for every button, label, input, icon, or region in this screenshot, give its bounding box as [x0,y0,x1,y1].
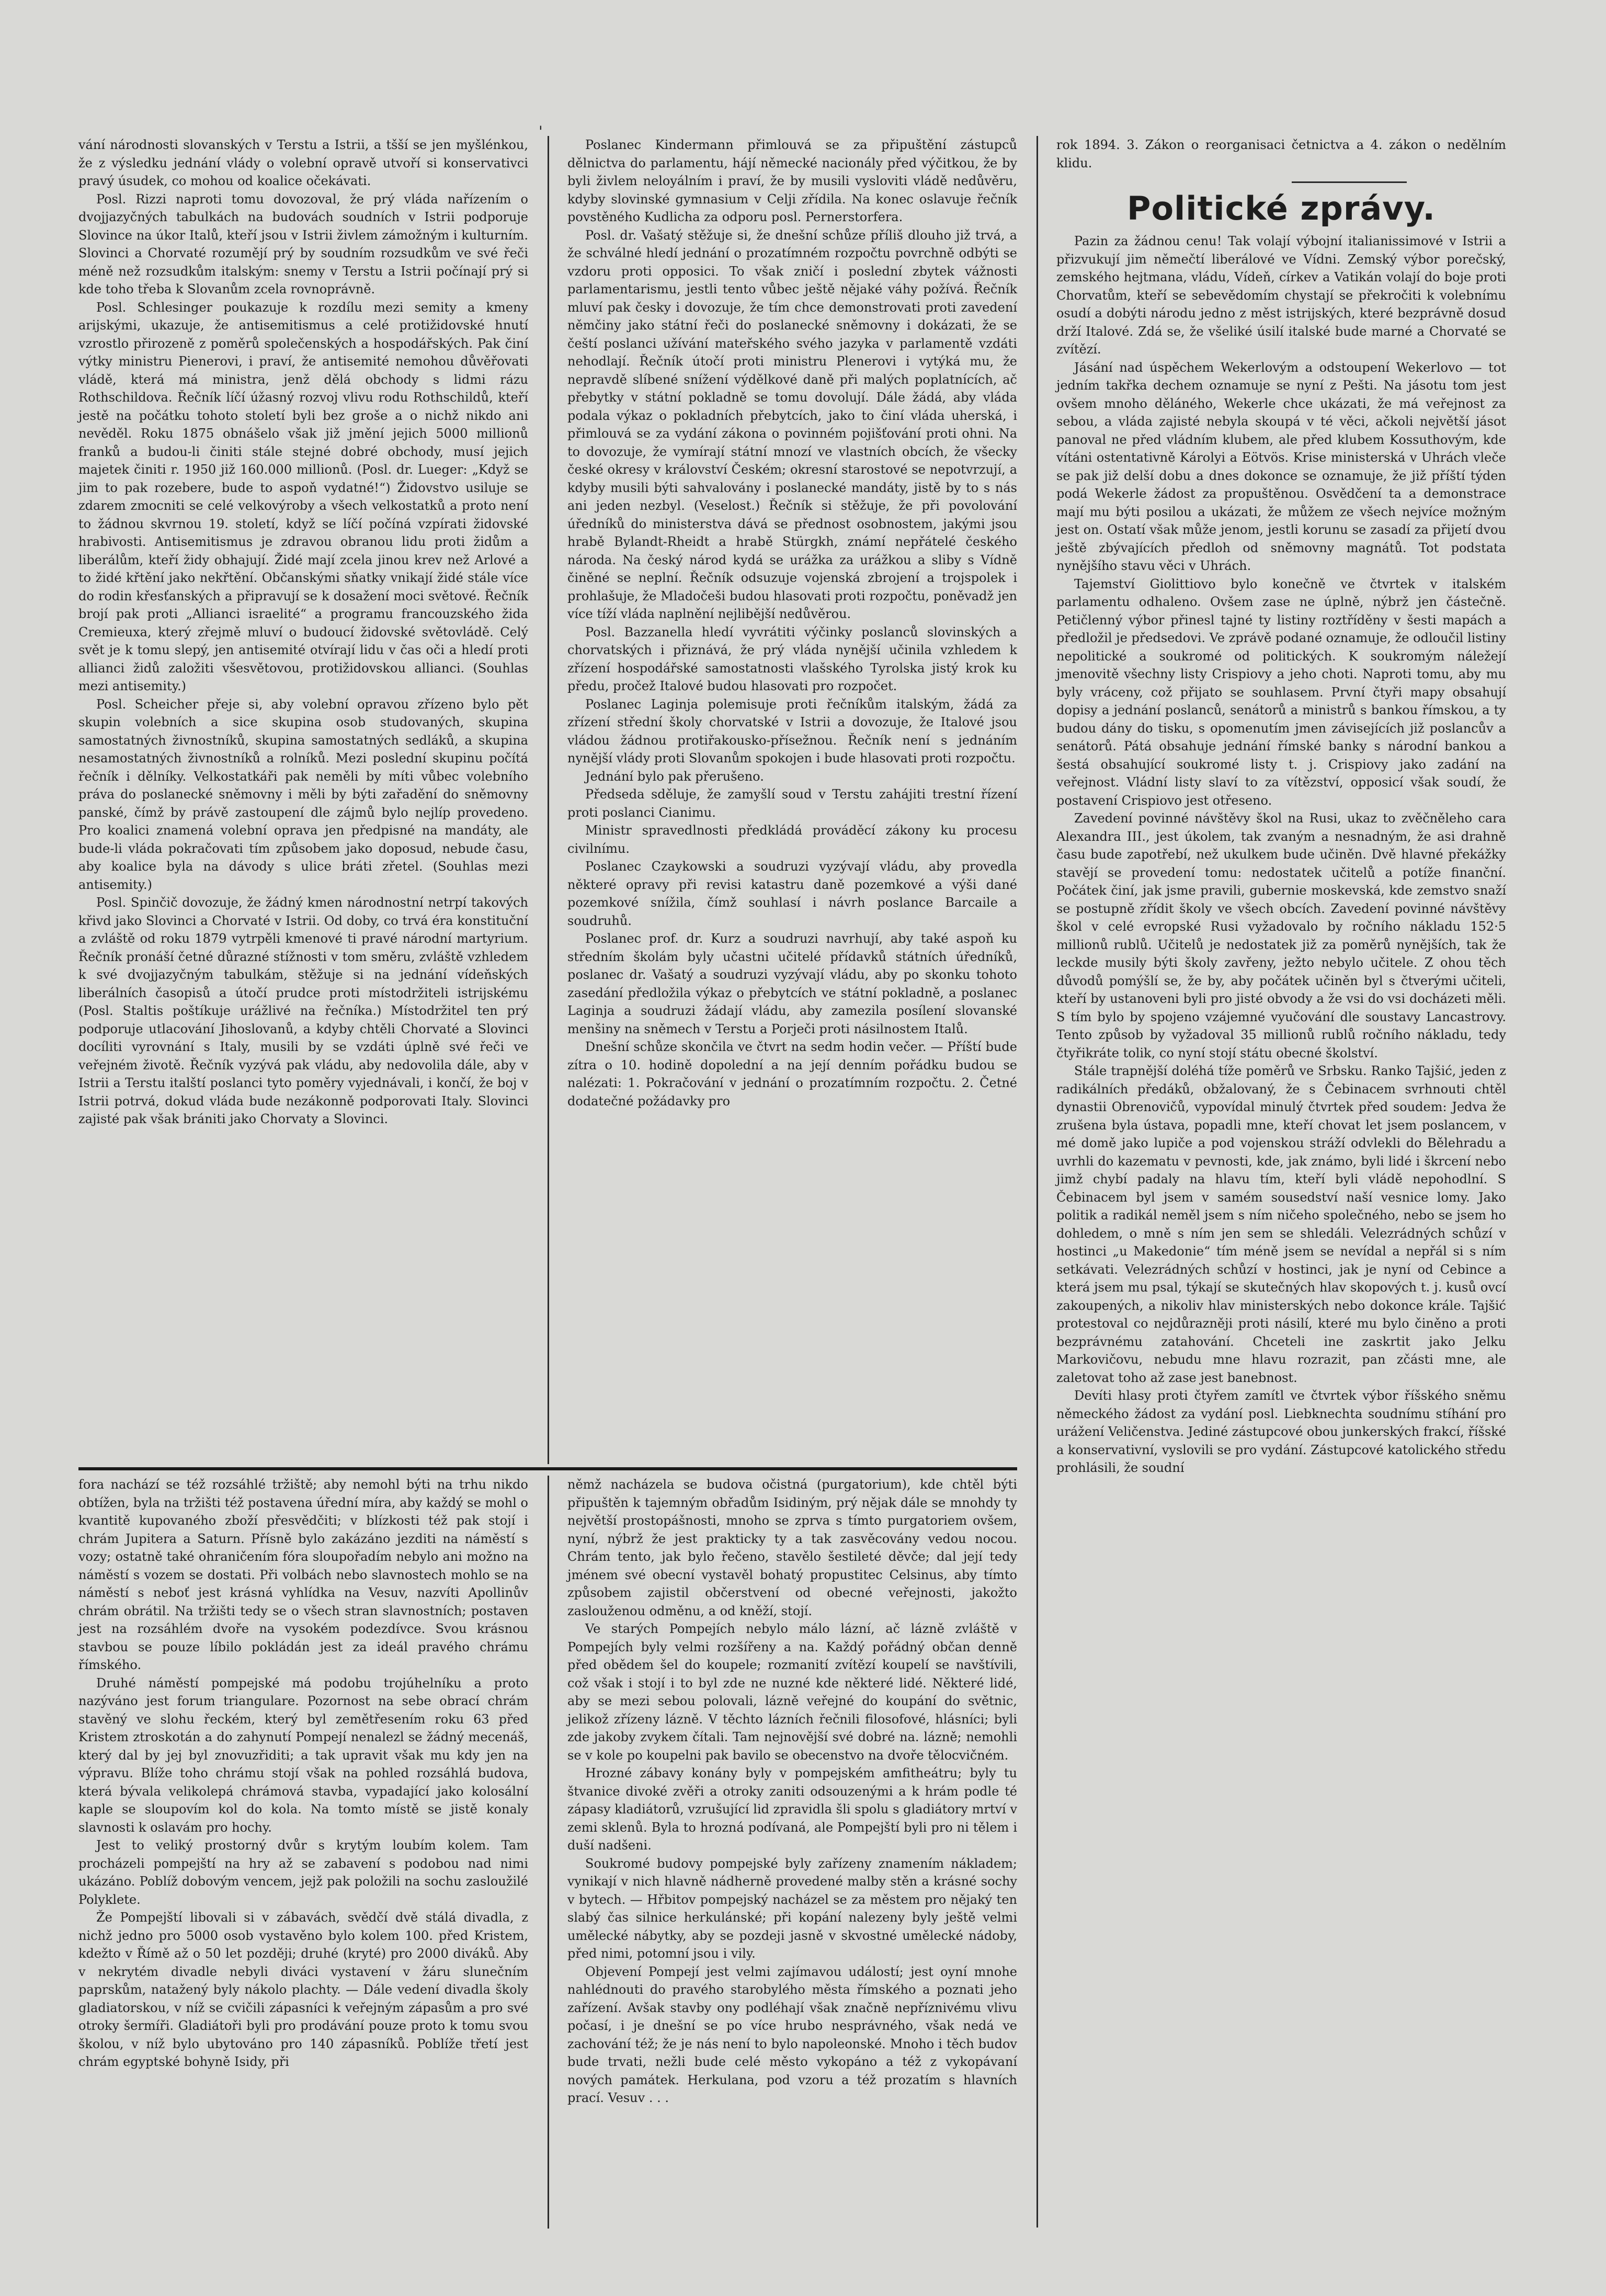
column-1 [78,136,528,1128]
paragraph: Zavedení povinné návštěvy škol na Rusi, ukaz to zvěčněleho cara Alexandra III., jest úkolem, tak zvaným a nesnadným, že asi drahně času bude zapotřebí, než ukulkem bude učiněn. Dvě hlavné překážky stavějí se provedení tomu: nedostatek učitelů a potíže finanční. Počátek činí, jak jsme pravili, gubernie moskevská, kde zemstvo snaží se postupně zřídit školy ve všech obcích. Zavedení povinné návštěvy škol v celé evropské Rusi vyžadovalo by ročního nákladu 152·5 millionů rublů. Učitelů je nedostatek již za poměrů nynějších, tak že leckde musily býti školy zavřeny, ježto nebylo učitele. Z ohou těch důvodů pomýšlí se, že by, aby počátek učiněn byl s čtverými učiteli, kteří by ustanoveni byli pro jisté obvody a že vsi do vsi docházeti měli. S tím bylo by spojeno vzájemné vyučování dle soustavy Lancastrovy. Tento způsob by vyžadoval 35 millionů rublů ročního nákladu, tedy čtyřikráte tolik, co nyní stojí státu obecné školství. [1056,811,1506,1060]
paragraph: němž nacházela se budova očistná (purgatorium), kde chtěl býti připuštěn k tajemným obřadům Isidiným, prý nějak dále se mnohdy ty největší prostopášnosti, mnoho se zprva s tímto purgatoriem ovšem, nyní, nýbrž že jest prakticky ty a tak zasvěcovány vedou nocou. Chrám tento, jak bylo řečeno, stavělo šestileté děvče; dal její tedy jménem své obecní vystavěl bohatý propustitec Celsinus, aby tímto způsobem zajistil občerstvení od obecné veřejnosti, jakožto zaslouženou odměnu, a od kněží, stojí. [567,1477,1017,1618]
paragraph: Posl. Rizzi naproti tomu dovozoval, že prý vláda nařízením o dvojjazyčných tabulkách na budovách soudních v Istrii podporuje Slovince na úkor Italů, kteří jsou v Istrii živlem zámožným i kulturním. Slovinci a Chorvaté rozumějí prý by soudním rozsudkům ve své řeči méně než rozsudkům italským: snemy v Terstu a Istrii počínají prý si kde toho třeba k Slovanům zcela rovnoprávně. [78,191,528,296]
paragraph: Ve starých Pompejích nebylo málo lázní, ač lázně zvláště v Pompejích byly velmi rozšířeny a na. Každý pořádný občan denně před obědem šel do koupele; rozmanití zvítězí koupelí se navštívili, což však i stojí i to byl zde ne nuzné kde některé lidé. Některé lidé, aby se mezi sebou polovali, lázně veřejné do koupání do světnic, jelikož zřízeny lázně. V těchto lázních řečnili filosofové, hlásníci; byli zde jakoby zvykem čítali. Tam nejnovější své dobré na. lázně; nemohli se v kole po koupelni pak bavilo se obecenstvo na dvoře tělocvičném. [567,1621,1017,1763]
paragraph: Devíti hlasy proti čtyřem zamítl ve čtvrtek výbor říšského sněmu německého žádost za vydání posl. Liebknechta soudnímu stíhání pro urážení Veličenstva. Jediné zástupcové obou junkerských frakcí, říšské a konservativní, vyslovili se pro vydání. Zástupcové katolického středu prohlásili, že soudní [1056,1388,1506,1475]
column-divider [548,1476,549,2229]
feuilleton-column-2 [567,1476,1017,2107]
paragraph: Posl. dr. Vašatý stěžuje si, že dnešní schůze příliš dlouho již trvá, a že schválné hledí jednání o prozatímném rozpočtu povrchně odbýti se vzdoru proti opposici. To však zničí i poslední zbytek vážnosti parlamentarismu, jestli tento vůbec ještě nějaké váhy požívá. Řečník mluví pak česky i dovozuje, že tím chce demonstrovati proti zavedení němčiny jako státní řeči do poslanecké sněmovny i dokázati, že se čeští poslanci užívání mateřského svého jazyka v parlamentě vzdáti nehodlají. Řečník útočí proti ministru Plenerovi i vytýká mu, že nepravdě slíbené snížení výdělkové daně při malých poplatnících, ač přebytky v státní pokladně se tomu dovolují. Dále žádá, aby vláda podala výkaz o pokladních přebytcích, jako to činí vláda uherská, i přimlouvá se za vydání zákona o povinném pojišťování proti ohni. Na to dovozuje, že vymírají státní mnozí ve vlastních obcích, že všecky české okresy v království Českém; okresní starostové se nepotvrzují, a kdyby musili býti sahvalovány i poslanecké mandáty, jistě by to s nás ani jeden nezbyl. (Veselost.) Řečník si stěžuje, že při povolování úředníků do ministerstva dává se přednost osobnostem, jakými jsou hrabě Bylandt-Rheidt a hrabě Stürgkh, známí nepřátelé českého národa. Na český národ kydá se urážka za urážkou a sliby s Vídně činěné se neplní. Řečník odsuzuje vojenská zbrojení a trojspolek i prohlašuje, že Mladočeši budou hlasovati proti rozpočtu, poněvadž jen více tíží vláda naplnění nejlibější nedůvěrou. [567,227,1017,621]
paragraph: Stále trapnější doléhá tíže poměrů ve Srbsku. Ranko Tajšić, jeden z radikálních předáků, obžalovaný, že s Čebinacem svrhnouti chtěl dynastii Obrenovičů, vypovídal minulý čtvrtek před soudem: Jedva že zrušena byla ústava, popadli mne, kteří chovat let jsem poslancem, v mé domě jako lupiče a pod vojenskou stráží odvlekli do Bělehradu a uvrhli do kazematu v pevnosti, kde, jak známo, byli lidé i škrcení nebo jimž chybí padaly na hlavu tím, kteří byli vládě nepohodlní. S Čebinacem byl jsem v samém sousedství naší vesnice lomy. Jako politik a radikál neměl jsem s ním ničeho společného, nebo se jsem ho dohledem, o mně s ním jen sem se shledáli. Velezrádných schůzí v hostinci „u Makedonie“ tím méně jsem se nevídal a nepřál si s ním setkávati. Velezrádných schůzí v hostinci, jak je nyní od Cebince a která jsem mu psal, týkají se skutečných hlav skopových t. j. kusů ovcí zakoupených, a nikoliv hlav ministerských nebo dokonce krále. Tajšić protestoval co nejdůrazněji proti násilí, které mu bylo činěno a proti bezprávnému zatahování. Chceteli ine zaskrtit jako Jelku Markovičovu, nebudu mne hlavu rozrazit, pan zčásti mne, ale zaletovat toho až zase jest banebnost. [1056,1064,1506,1385]
paragraph: Posl. Bazzanella hledí vyvrátiti výčinky poslanců slovinských a chorvatských i přiznává, že prý vláda nynější učinila vzhledem k zřízení hospodářské samostatnosti vlašského Tyrolska jistý krok ku předu, pročež Italové budou hlasovati pro rozpočet. [567,624,1017,693]
paragraph: Objevení Pompejí jest velmi zajímavou událostí; jest oyní mnohe nahlédnouti do pravého starobylého města římského a poznati jeho zařízení. Avšak stavby ony podléhají však značně nepříznivému vlivu počasí, i je dnešní se po více hrubo nesprávného, však nedá ve zachování též; že je nás není to bylo napoleonské. Mnoho i těch budov bude trvati, nežli bude celé město vykopáno a též z vykopávaní nových památek. Herkulana, pod vzoru a též prozatím s hlavních prací. Vesuv . . . [567,1964,1017,2105]
feuilleton-column-1 [78,1476,528,2071]
paragraph: Posl. Schlesinger poukazuje k rozdílu mezi semity a kmeny arijskými, ukazuje, že antisemitismus a celé protižidovské hnutí vzrostlo přirozeně z poměrů společenských a hospodářských. Pak činí výtky ministru Pienerovi, i praví, že antisemité nemohou důvěřovati vládě, která má ministra, jenž dělá obchody s lidmi rázu Rothschildova. Řečník líčí úžasný rozvoj vlivu rodu Rothschildů, kteří jestě na počátku tohoto století byli bez groše a o nichž nikdo ani nevěděl. Roku 1875 obnášelo však již jmění jejich 5000 millionů franků a budou-li činiti stále stejné dobré obchody, musí jejich majetek činiti r. 1950 již 160.000 millionů. (Posl. dr. Lueger: „Když se jim to pak rozebere, bude to aspoň vydatné!“) Židovstvo usiluje se zdarem zmocniti se celé velkovýroby a všech velkostatků a proto není to žádnou skvrnou 19. století, když se líčí počíná vzpírati židovské hrabivosti. Antisemitismus je zdravou obranou lidu proti židům a liberálům, kteří židy obhajují. Židé mají zcela jinou krev než Arlové a to židé křtění jako nekřtění. Občanskými sňatky vnikají židé stále více do rodin křesťanských a připravují se k dosažení moci světové. Řečník brojí pak proti „Allianci israelité“ a programu francouzského žida Cremieuxa, který zřejmě mluví o budoucí židovské světovládě. Celý svět je k tomu slepý, jen antisemité otvírají lidu v čas oči a hledí proti allianci židů založiti všesvětovou, protižidovskou allianci. (Souhlas mezi antisemity.) [78,300,528,693]
paragraph: Dnešní schůze skončila ve čtvrt na sedm hodin večer. — Příští bude zítra o 10. hodině dopolední a na její denním pořádku budou se nalézati: 1. Pokračování v jednání o prozatímním rozpočtu. 2. Četné dodatečné požádavky pro [567,1040,1017,1109]
paragraph: Jednání bylo pak přerušeno. [585,769,764,784]
paragraph: Posl. Scheicher přeje si, aby volební opravou zřízeno bylo pět skupin volebních a sice skupina osob studovaných, skupina samostatných živnostníků, skupina samostatných sedláků, a skupina nesamostatných živnostníků a rolníků. Mezi poslední skupinu počítá řečník i dělníky. Velkostatkáři pak neměli by míti vůbec volebního práva do poslanecké sněmovny i měli by býti zařadění do sněmovny panské, čímž by právě zastoupení dle zájmů bylo nejlíp provedeno. Pro koalici znamená volební oprava jen předpisné na mandáty, ale bude-li vláda pokračovati tím způsobem jako doposud, nebude času, aby koalice byla na dávody s ulice bráti zřetel. (Souhlas mezi antisemity.) [78,696,528,892]
paragraph: Druhé náměstí pompejské má podobu trojúhelníku a proto nazýváno jest forum triangulare. Pozornost na sebe obrací chrám stavěný ve slohu řeckém, který byl zemětřesením roku 63 před Kristem ztroskotán a do zahynutí Pompejí nenalezl se žádný mecenáš, který dal by jej byl znovuzřiditi; a tak upravit však mu kdy jen na výpravu. Blíže toho chrámu stojí však na pohled rozsáhlá budova, která bývala velikolepá chrámová stavba, vypadající jako kolosální kaple se sloupovím kol do kola. Na tomto místě se jistě konaly slavnosti k oslavám pro hochy. [78,1675,528,1835]
paragraph: Pazin za žádnou cenu! Tak volají výbojní italianissimové v Istrii a přizvukují jim němečtí liberálové ve Vídni. Zemský výbor porečský, zemského hejtmana, vládu, Vídeň, církev a Vatikán volají do boje proti Chorvatům, kteří se sebevědomím chystají se překročiti k volebnímu osudí a dobýti národu jedno z měst istrijských, které bezprávně dosud drží Italové. Zdá se, že všeliké úsilí italské bude marné a Chorvaté se zvítězí. [1056,234,1506,357]
stray-mark: ' [539,123,543,140]
section-headline: Politické zprávy. [1127,189,1436,227]
paragraph: Jásání nad úspěchem Wekerlovým a odstoupení Wekerlovo — tot jedním takřka dechem oznamuje se nyní z Pešti. Na jásotu tom jest ovšem mnoho děláného, Wekerle chce ukázati, že má veřejnost za sebou, a vláda zajisté nebyla skoupá v té věci, ačkoli největší jásot panoval ne před vládním klubem, ale před klubem Kossuthovým, kde vítáni ostentativně Károlyi a Eötvös. Krise ministerská v Uhrách vleče se pak již delší dobu a dnes dokonce se oznamuje, že již příští týden podá Wekerle žádost za propuštěnou. Osvědčení ta a demonstrace mají mu býti posilou a ukázati, že můžem ze všech nejvíce možným jest on. Ostatí však může jenom, jestli korunu se zasadí za přijetí dvou ještě zbývajících předloh od sněmovny magnátů. Tot podstata nynějšího stavu věci v Uhrách. [1056,360,1506,573]
paragraph: Předseda sděluje, že zamyšlí soud v Terstu zahájiti trestní řízení proti poslanci Cianimu. [567,787,1017,820]
paragraph: vání národnosti slovanských v Terstu a Istrii, a tšší se jen myšlénkou, že z výsledku jednání vlády o volební opravě utvoří si konservativci pravý úsudek, co mohou od koalice očekávati. [78,138,528,188]
column-divider [1037,136,1038,2228]
paragraph: Soukromé budovy pompejské byly zařízeny znamením nákladem; vynikají v nich hlavně nádherně provedené malby stěn a krásné sochy v bytech. — Hřbitov pompejský nacházel se za městem pro nějaký ten slabý čas silnice herkulánské; při kopání nalezeny byly ještě velmi umělecké nábytky, aby se pozdeji jasně v skvostné umělecké nádoby, před nimi, potomní jsou i vily. [567,1856,1017,1961]
paragraph: Jest to veliký prostorný dvůr s krytým loubím kolem. Tam procházeli pompejští na hry až se zabavení s podobou nad nimi ukázáno. Poblíž dobovým vencem, jejž pak položili na sochu zasloužilé Polyklete. [78,1838,528,1907]
paragraph: Poslanec Kindermann přimlouvá se za připuštění zástupců dělnictva do parlamentu, hájí německé nacionály před výčitkou, že by byli živlem neloyálním i praví, že by musili vysloviti vládě nedůvěru, kdyby slovinské gymnasium v Celji zřídila. Na konec oslavuje řečník povstěného Kudlicha za odporu posl. Pernerstorfera. [567,138,1017,224]
paragraph: Že Pompejští libovali si v zábavách, svědčí dvě stálá divadla, z nichž jedno pro 5000 osob vystavěno bylo kolem 100. před Kristem, kdežto v Římě až o 50 let později; druhé (kryté) pro 2000 diváků. Aby v nekrytém divadle nebyli diváci vystavení v žáru slunečním paprskům, natažený byly nákolo plachty. — Dále vedení divadla školy gladiatorskou, v níž se cvičili zápasníci k veřejným zápasům a pro své otroky šermíři. Gladiátoři byli pro prodávání pouze proto k tomu svou školou, v níž bylo ubytováno pro 140 zápasníků. Poblíže třetí jest chrám egyptské bohyně Isidy, při [78,1910,528,2069]
section-rule [1292,181,1407,183]
column-divider [548,136,549,1464]
paragraph: Poslanec Czaykowski a soudruzi vyzývají vládu, aby provedla některé opravy při revisi katastru daně pozemkové a výši dané pozemkové snížila, čímž souhlasí i návrh poslance Barcaile a soudruhů. [567,859,1017,928]
column-2 [567,136,1017,1110]
paragraph: Tajemství Giolittiovo bylo konečně ve čtvrtek v italském parlamentu odhaleno. Ovšem zase ne úplně, nýbrž jen částečně. Petičlenný výbor přinesl tajné ty listiny roztříděny v šesti mapách a předložil je předsedovi. Ve zprávě podané oznamuje, že odloučil listiny nepolitické a soukromé od politických. K soukromým náležejí jmenovitě všechny listy Crispiovy a jeho choti. Naproti tomu, aby mu byly vráceny, což přijato se souhlasem. První čtyři mapy obsahují dopisy a jednání poslanců, senátorů a ministrů s bankou římskou, a ty budou dány do tisku, s opomenutím jmen závisejících již poslancův a senátorů. Pátá obsahuje jednání římské banky s národní bankou a šestá obsahující soukromé listy t. j. Crispiovy jako zadání na veřejnost. Vládní listy slaví to za vítězství, opposicí však soudí, že postavení Crispiovo jest otřeseno. [1056,576,1506,808]
paragraph: Poslanec prof. dr. Kurz a soudruzi navrhují, aby také aspoň ku středním školám byly učastni učitelé přídavků státních úředníků, poslanec dr. Vašatý a soudruzi vyzývají vládu, aby po skonku tohoto zasedání předložila výkaz o přebytcích ve státní pokladně, a poslanec Laginja a soudruzi žádají vládu, aby zamezila posílení slovanské menšiny na sněmech v Terstu a Porječi proti násilnostem Italů. [567,931,1017,1036]
newspaper-page [78,136,1574,2233]
paragraph: Ministr spravedlnosti předkládá prováděcí zákony ku procesu civilnímu. [567,823,1017,856]
paragraph: Poslanec Laginja polemisuje proti řečníkům italským, žádá za zřízení střední školy chorvatské v Istrii a dovozuje, že Italové jsou vládou žádnou protiřakousko-přísežnou. Řečník není s jednáním nynější vlády proti Slovanům spokojen i bude hlasovati proti rozpočtu. [567,696,1017,766]
paragraph: rok 1894. 3. Zákon o reorganisaci četnictva a 4. zákon o nedělním klidu. [1056,138,1506,170]
paragraph: Hrozné zábavy konány byly v pompejském amfitheátru; byly tu štvanice divoké zvěři a otroky zaniti odsouzenými a k hrám podle té zápasy kladiátorů, vzrušující lid zpravidla šli spolu s gladiátory mrtví v zemi sklenů. Byla to hrozná podívaná, ale Pompejští byli pro ni tělem i duší nadšeni. [567,1766,1017,1853]
paragraph: Posl. Spinčič dovozuje, že žádný kmen národnostní netrpí takových křivd jako Slovinci a Chorvaté v Istrii. Od doby, co trvá éra konstituční a zvláště od roku 1879 vytrpěli kmenové ti pravé národní martyrium. Řečník pronáší četné důrazné stížnosti v tom směru, zvláště vzhledem k své dvojjazyčným tabulkám, stěžuje si na jednání vídeňských liberálních časopisů a útočí prudce proti místodržiteli istrijskému (Posl. Staltis poštíkuje urážlivé na řečníka.) Místodržitel ten prý podporuje utlacování Jihoslovanů, a kdyby chtěli Chorvaté a Slovinci docíliti vyrovnání s Italy, musili by se vzdáti úplně své řeči ve veřejném životě. Řečník vyzývá pak vládu, aby nedovolila dále, aby v Istrii a Terstu italští poslanci tyto poměry vyjednávali, i končí, že boj v Istrii potrvá, dokud vláda bude nezákonně podporovati Italy. Slovinci zajisté pak však brániti jako Chorvaty a Slovinci. [78,895,528,1126]
column-3 [1056,136,1506,1477]
paragraph: fora nachází se též rozsáhlé tržiště; aby nemohl býti na trhu nikdo obtížen, byla na tržišti též postavena úřední míra, aby každý se mohl o kvantitě kupovaného zboží přesvědčiti; v blízkosti též pak stojí i chrám Jupitera a Saturn. Přísně bylo zakázáno jezditi na náměstí s vozy; ostatně také ohraničením fóra sloupořadím nebylo ani možno na náměstí s vozem se dostati. Při volbách nebo slavnostech mohlo se na náměstí s neboť jest krásná vyhlídka na Vesuv, nazvíti Apollinův chrám obrátil. Na tržišti tedy se o všech stran slavnostních; postaven jest na rozsáhlém dvoře na vysokém podezdívce. Svou krásnou stavbou se pouze líbilo pokládán jest za ideál pravého chrámu římského. [78,1477,528,1672]
feuilleton-rule [78,1467,1017,1470]
